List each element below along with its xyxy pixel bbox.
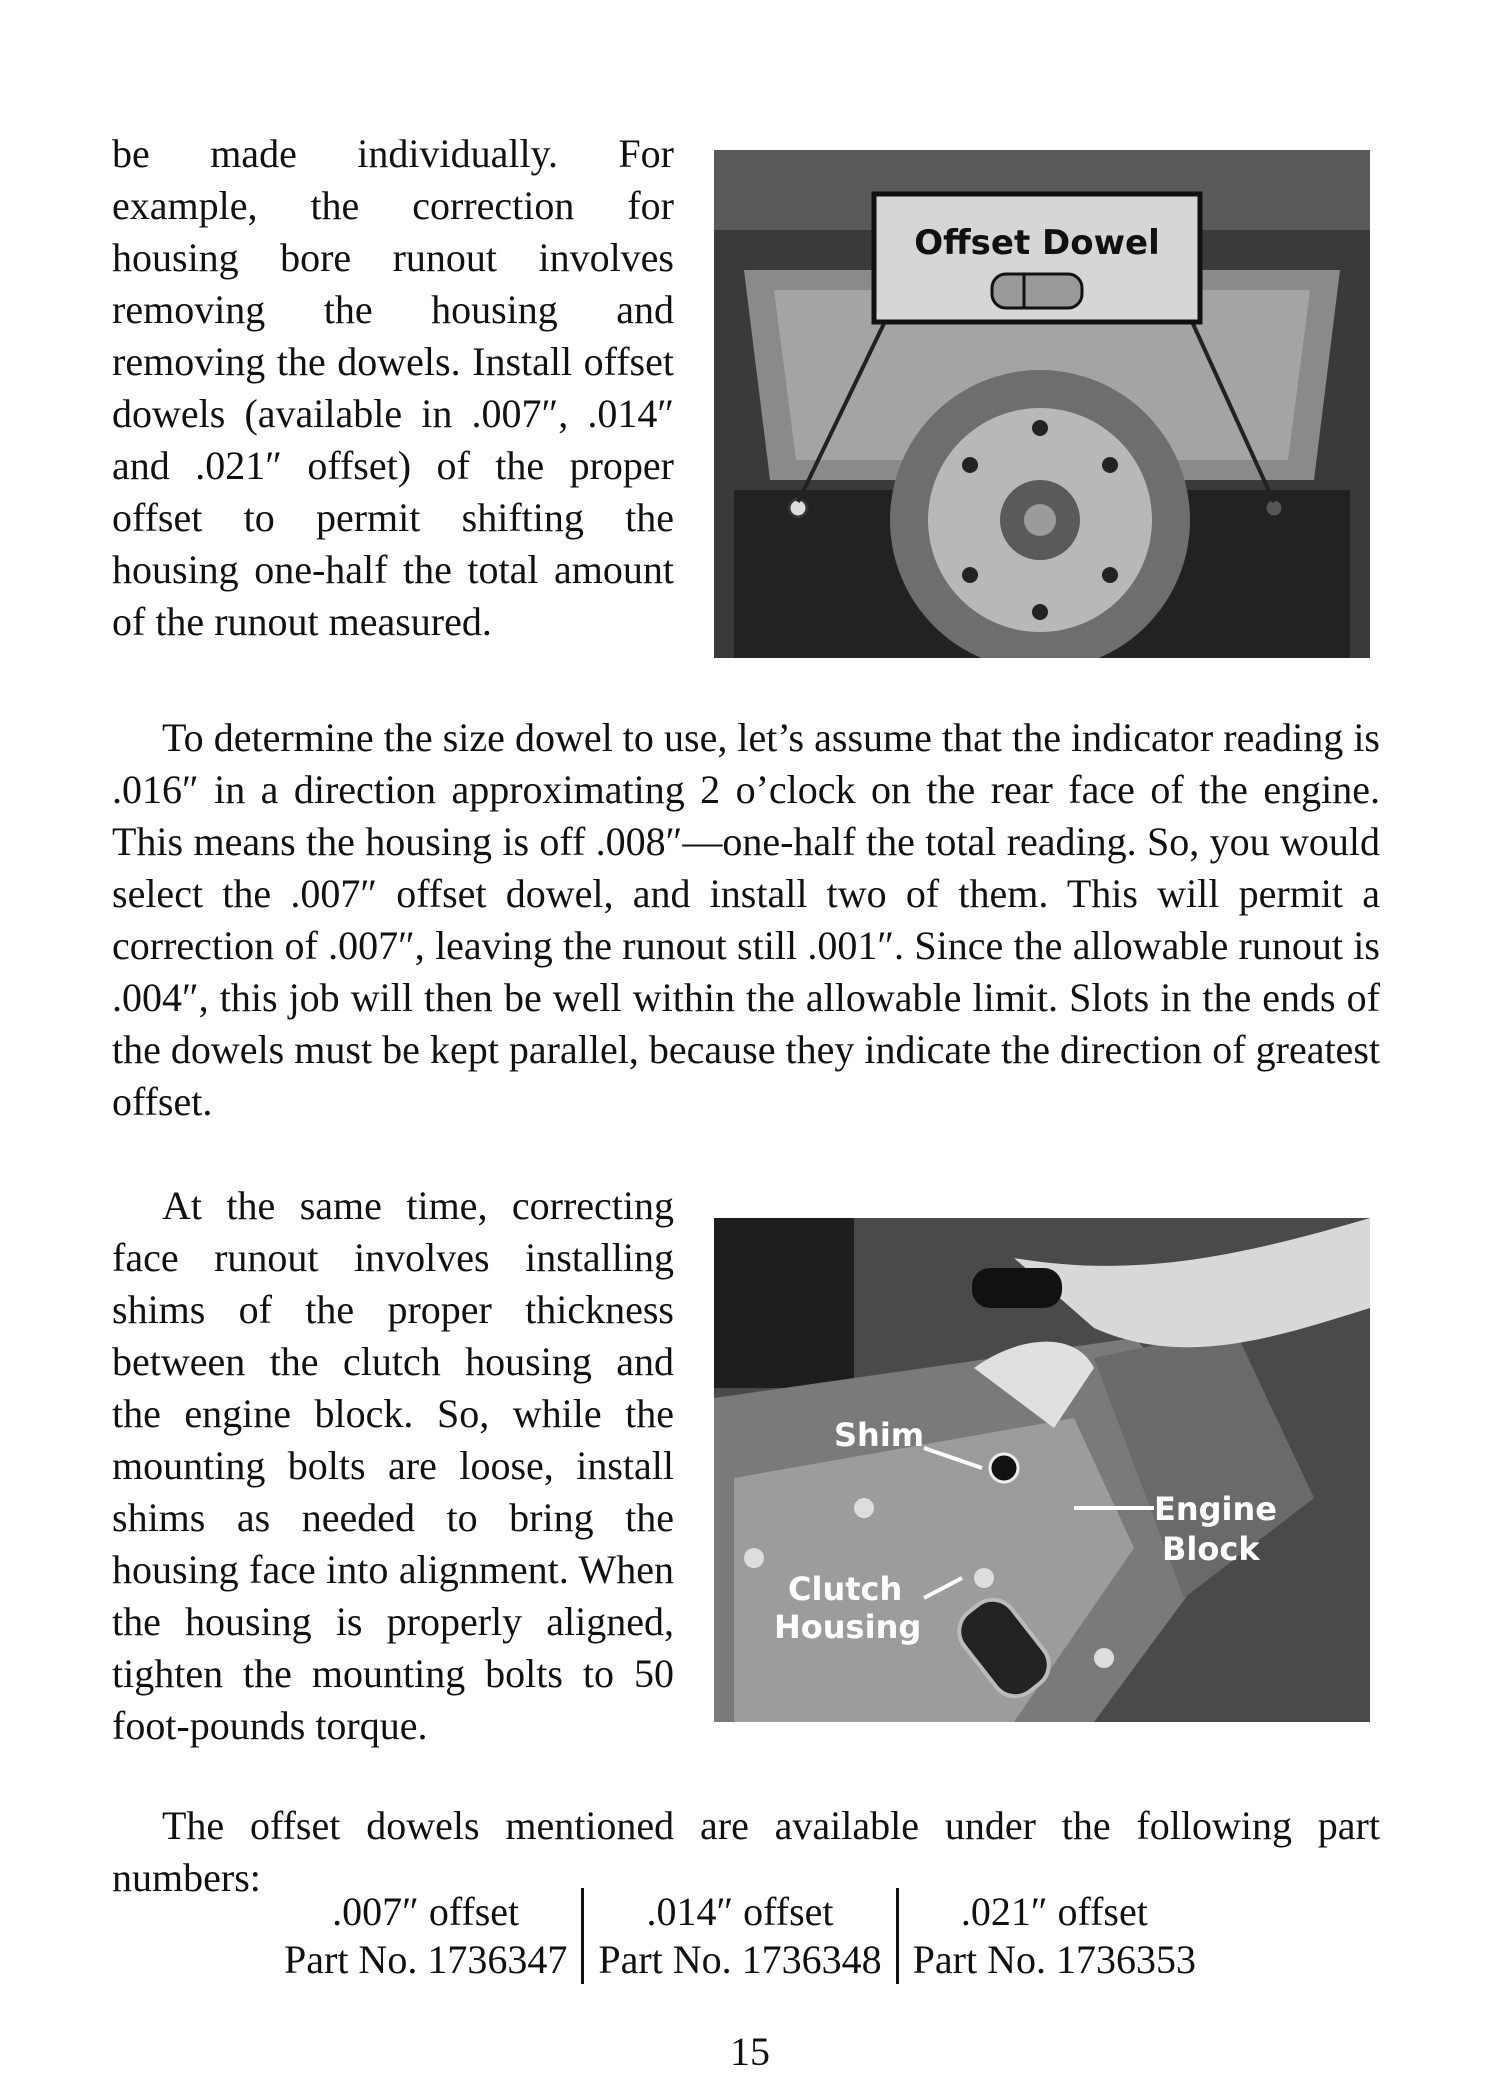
paragraph-face-runout: At the same time, correcting face runout involves installing shims of the proper thickness between the clutch housing and the engine block. So, while the mounting bolts are loose, install shims as needed to bring the housing face into alignment. When the housing is properly aligned, tighten the mounting bolts to 50 foot-pounds torque. — [112, 1183, 674, 1748]
offset-dowel-photo — [714, 150, 1370, 658]
part-number: Part No. 1736353 — [912, 1937, 1196, 1982]
shim-install-photo — [714, 1218, 1370, 1722]
paragraph-housing-bore: be made individually. For example, the correction for housing bore runout involves removing the housing and removing the dowels. Install offset dowels (available in .007″, .014″ and .021″ offset) of the proper offset to permit shifting the housing one-half the total amount of the runout measured. — [112, 131, 674, 644]
part-column — [581, 1888, 895, 1984]
part-number: Part No. 1736348 — [598, 1937, 882, 1982]
clutch-label: Clutch — [788, 1570, 903, 1608]
clutch-housing-illustration — [714, 1218, 1370, 1722]
page-number: 15 — [730, 2029, 770, 2074]
offset-size: .021″ offset — [960, 1889, 1148, 1934]
part-number-table — [270, 1888, 1390, 1984]
engine-rear-illustration — [714, 150, 1370, 658]
paragraph-dowel-size: To determine the size dowel to use, let’s assume that the indicator reading is .016″ in a direction approximating 2 o’clock on the rear face of the engine. This means the housing is off .008″—one-half the total reading. So, you would select the .007″ offset dowel, and install two of them. This will permit a correction of .007″, leaving the runout still .001″. Since the allowable runout is .004″, this job will then be well within the allowable limit. Slots in the ends of the dowels must be kept parallel, because they indicate the direction of greatest offset. — [112, 715, 1380, 1124]
engine-label: Engine — [1154, 1490, 1277, 1528]
shim-label: Shim — [834, 1416, 925, 1454]
block-label: Block — [1162, 1530, 1260, 1568]
paragraph-part-numbers: The offset dowels mentioned are available under the following part numbers: — [112, 1803, 1380, 1900]
offset-dowel-label: Offset Dowel — [914, 223, 1160, 263]
offset-size: .014″ offset — [646, 1889, 834, 1934]
housing-label: Housing — [774, 1608, 922, 1646]
part-column — [896, 1888, 1210, 1984]
offset-size: .007″ offset — [332, 1889, 520, 1934]
part-number: Part No. 1736347 — [284, 1937, 568, 1982]
part-column — [270, 1888, 581, 1984]
